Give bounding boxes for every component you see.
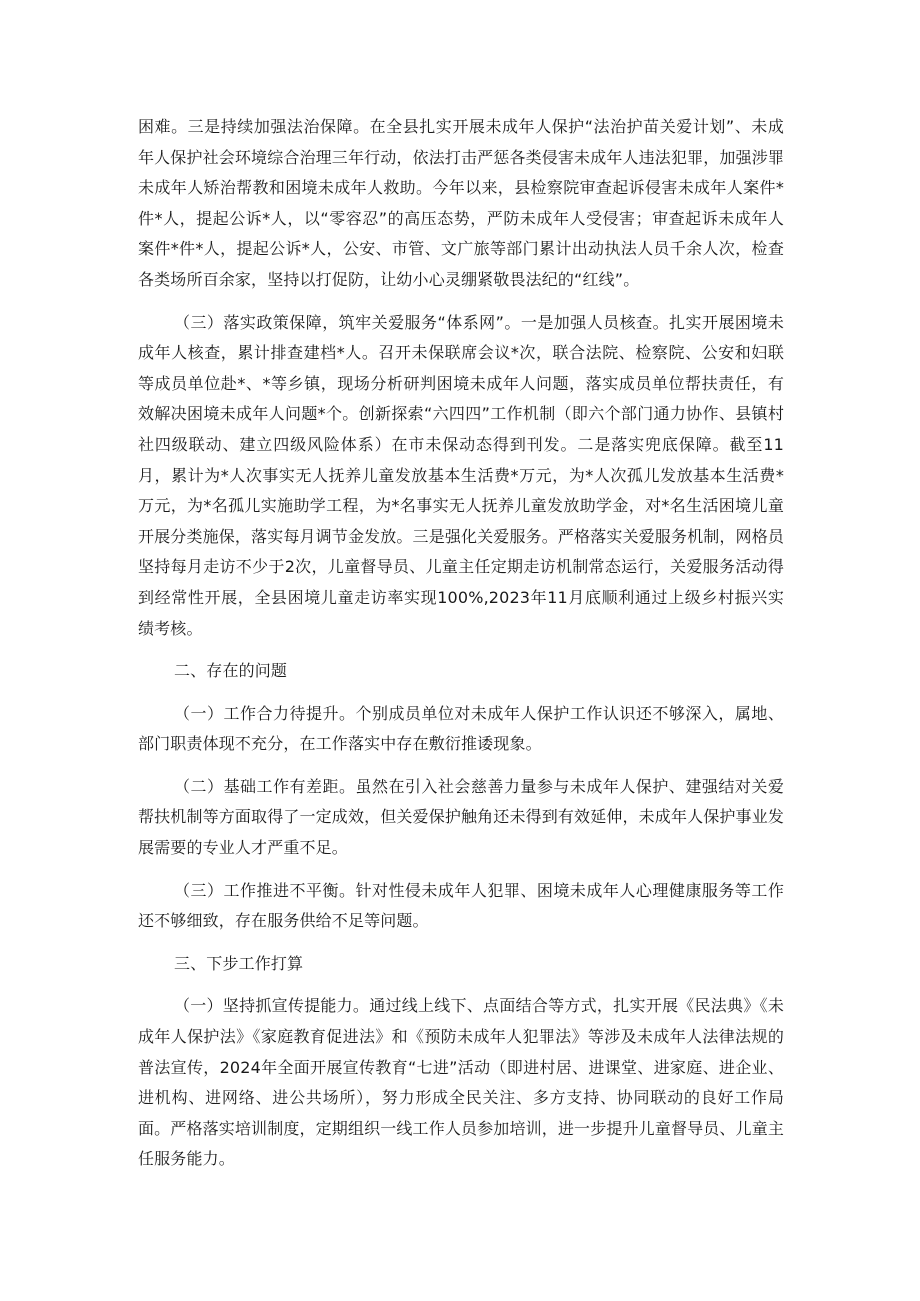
paragraph-problem-2: （二）基础工作有差距。虽然在引入社会慈善力量参与未成年人保护、建强结对关爱帮扶机制等方面取得了一定成效，但关爱保护触角还未得到有效延伸，未成年人保护事业发展需要的专业人才严重不足。	[138, 776, 785, 858]
paragraph-next-step-1: （一）坚持抓宣传提能力。通过线上线下、点面结合等方式，扎实开展《民法典》《未成年人保护法》《家庭教育促进法》和《预防未成年人犯罪法》等涉及未成年人法律法规的普法宣传，2024年全面开展宣传教育“七进”活动（即进村居、进课堂、进家庭、进企业、进机构、进网络、进公共场所），努力形成全民关注、多方支持、协同联动的良好工作局面。严格落实培训制度，定期组织一线工作人员参加培训，进一步提升儿童督导员、儿童主任服务能力。	[138, 996, 785, 1169]
document-body	[138, 112, 784, 1187]
paragraph-legal-protection: 困难。三是持续加强法治保障。在全县扎实开展未成年人保护“法治护苗关爱计划”、未成年人保护社会环境综合治理三年行动，依法打击严惩各类侵害未成年人违法犯罪，加强涉罪未成年人矫治帮教和困境未成年人救助。今年以来，县检察院审查起诉侵害未成年人案件*件*人，提起公诉*人，以“零容忍”的高压态势，严防未成年人受侵害；审查起诉未成年人案件*件*人，提起公诉*人，公安、市管、文广旅等部门累计出动执法人员千余人次，检查各类场所百余家，坚持以打促防，让幼小心灵绷紧敬畏法纪的“红线”。	[138, 117, 785, 289]
paragraph-policy-guarantee: （三）落实政策保障，筑牢关爱服务“体系网”。一是加强人员核查。扎实开展困境未成年人核查，累计排查建档*人。召开未保联席会议*次，联合法院、检察院、公安和妇联等成员单位赴*、*等乡镇，现场分析研判困境未成年人问题，落实成员单位帮扶责任，有效解决困境未成年人问题*个。创新探索“六四四”工作机制（即六个部门通力协作、县镇村社四级联动、建立四级风险体系）在市未保动态得到刊发。二是落实兜底保障。截至11月，累计为*人次事实无人抚养儿童发放基本生活费*万元，为*人次孤儿发放基本生活费*万元，为*名孤儿实施助学工程，为*名事实无人抚养儿童发放助学金，对*名生活困境儿童开展分类施保，落实每月调节金发放。三是强化关爱服务。严格落实关爱服务机制，网格员坚持每月走访不少于2次，儿童督导员、儿童主任定期走访机制常态运行，关爱服务活动得到经常性开展，全县困境儿童走访率实现100%,2023年11月底顺利通过上级乡村振兴实绩考核。	[138, 312, 785, 638]
paragraph-problem-3: （三）工作推进不平衡。针对性侵未成年人犯罪、困境未成年人心理健康服务等工作还不够细致，存在服务供给不足等问题。	[138, 880, 784, 931]
paragraph-problem-1: （一）工作合力待提升。个别成员单位对未成年人保护工作认识还不够深入，属地、部门职责体现不充分，在工作落实中存在敷衍推诿现象。	[138, 703, 784, 754]
section-heading-next-steps: 三、下步工作打算	[174, 953, 304, 973]
section-heading-problems: 二、存在的问题	[174, 661, 288, 681]
